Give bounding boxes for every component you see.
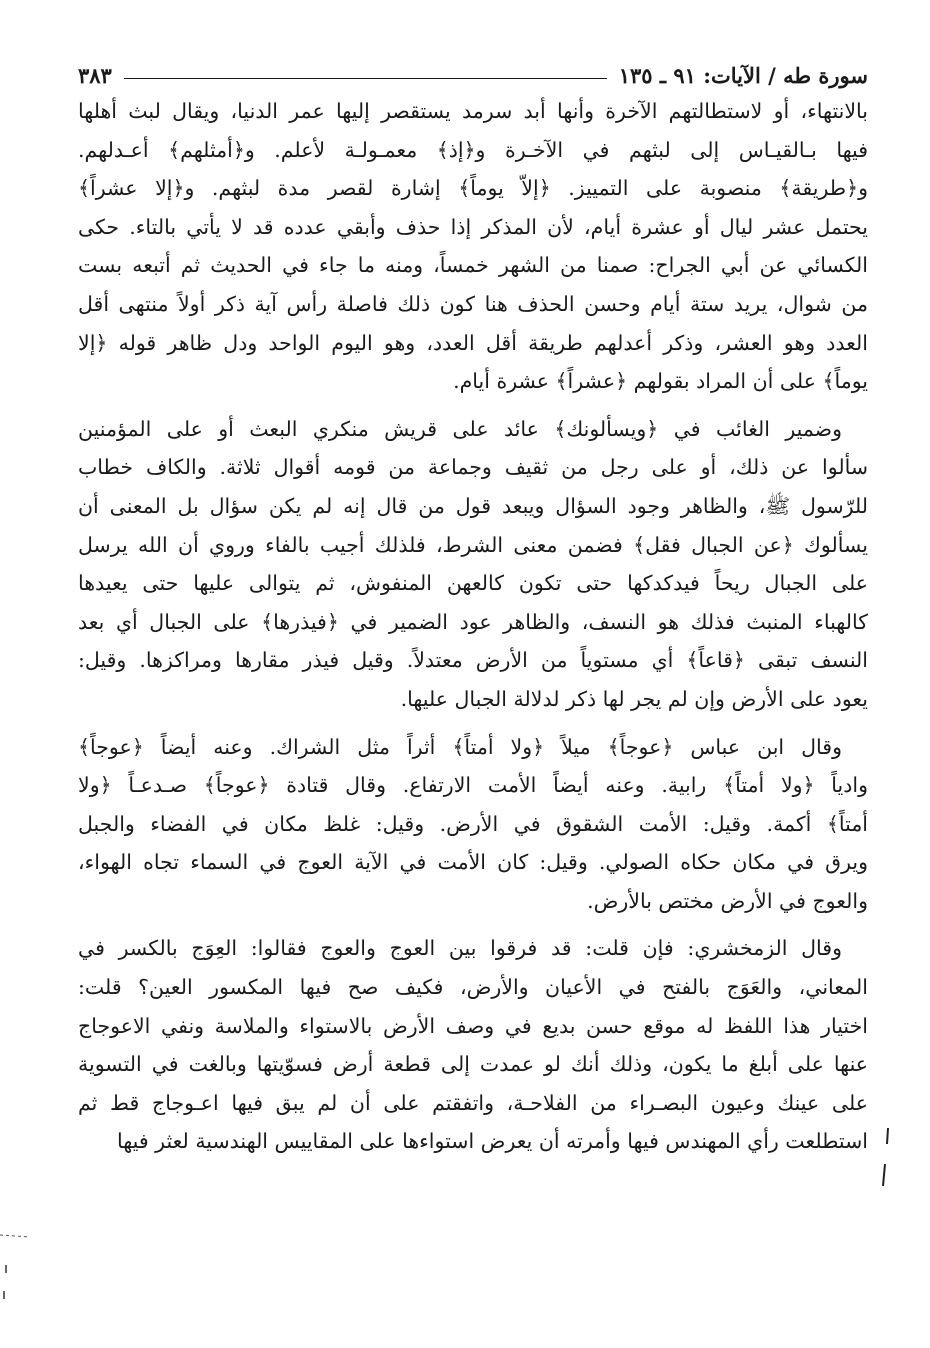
page-body: [78, 58, 868, 1161]
text-line: فيها بـالقيـاس إلى لبثهم في الآخـرة و﴿إذ﴾ معمـولـة لأعلم. و﴿أمثلهم﴾ أعـدلهم.: [78, 137, 868, 162]
page-number: ٣٨٣: [78, 62, 112, 88]
text-line: يحتمل عشر ليال أو عشرة أيام، لأن المذكر إذا حذف وأبقي عدده قد لا يأتي بالتاء. حكى: [78, 214, 868, 239]
header-rule: [124, 78, 607, 79]
margin-annotation-marks: [880, 1120, 894, 1200]
text-line: سألوا عن ذلك، أو على رجل من ثقيف وجماعة من قومه أقوال ثلاثة. والكاف خطاب: [78, 455, 868, 480]
text-line: كالهباء المنبث فذلك هو النسف، والظاهر عود الضمير في ﴿فيذرها﴾ على الجبال أي بعد: [78, 609, 868, 634]
text-line: استطلعت رأي المهندس فيها وأمرته أن يعرض استواءها على المقاييس الهندسية لعثر فيها: [116, 1129, 868, 1154]
scan-edge-artifact: [0, 1225, 34, 1315]
text-line: من شوال، يريد ستة أيام وحسن الحذف هنا كون ذلك فاصلة رأس آية ذكر أولاً منتهى أقل: [78, 291, 868, 316]
text-line: أمتاً﴾ أكمة. وقيل: الأمت الشقوق في الأرض. وقيل: غلظ مكان في الفضاء والجبل: [78, 811, 868, 836]
text-line: المعاني، والعَوَج بالفتح في الأعيان والأرض، فكيف صح فيها المكسور العين؟ قلت:: [78, 975, 868, 1000]
paragraph: [78, 410, 868, 719]
text-line: وقال الزمخشري: فإن قلت: قد فرقوا بين العوج والعوج فقالوا: العِوَج بالكسر في: [78, 936, 842, 961]
text-line: اختيار هذا اللفظ له موقع حسن بديع في وصف الأرض بالاستواء والملاسة ونفي الاعوجاج: [78, 1013, 868, 1038]
text-line: يوماً﴾ على أن المراد بقولهم ﴿عشراً﴾ عشرة أيام.: [453, 369, 868, 394]
text-line: يسألوك ﴿عن الجبال فقل﴾ فضمن معنى الشرط، فلذلك أجيب بالفاء وروي أن الله يرسل: [78, 532, 868, 557]
paragraph: [78, 728, 868, 921]
text-line: ويرق في مكان حكاه الصولي. وقيل: كان الأمت في الآية العوج في السماء تجاه الهواء،: [78, 850, 868, 875]
text-line: وادياً ﴿ولا أمتاً﴾ رابية. وعنه أيضاً الأمت الارتفاع. وقال قتادة ﴿عوجاً﴾ صـدعـاً ﴿ولا: [78, 773, 868, 798]
text-body: [78, 92, 868, 1161]
text-line: على عينك وعيون البصـراء من الفلاحـة، واتفقتم على أن لم يبق فيها اعـوجاج قط ثم: [78, 1090, 868, 1115]
text-line: للرّسول ﷺ، والظاهر وجود السؤال ويبعد قول من قال إنه لم يكن سؤال بل المعنى أن: [78, 493, 868, 518]
text-line: بالانتهاء، أو لاستطالتهم الآخرة وأنها أبد سرمد يستقصر إليها عمر الدنيا، ويقال لبث أهلها: [78, 99, 868, 123]
text-line: وقال ابن عباس ﴿عوجاً﴾ ميلاً ﴿ولا أمتاً﴾ أثراً مثل الشراك. وعنه أيضاً ﴿عوجاً﴾: [78, 734, 842, 759]
text-line: و﴿طريقة﴾ منصوبة على التمييز. ﴿إلاّ يوماً﴾ إشارة لقصر مدة لبثهم. و﴿إلا عشراً﴾: [78, 176, 868, 201]
text-line: عنها على أبلغ ما يكون، وذلك أنك لو عمدت إلى قطعة أرض فسوّيتها وبالغت في التسوية: [78, 1052, 868, 1077]
surah-title: سورة طه / الآيات: ٩١ ـ ١٣٥: [618, 62, 868, 88]
text-line: يعود على الأرض وإن لم يجر لها ذكر لدلالة الجبال عليها.: [400, 686, 868, 711]
text-line: والعوج في الأرض مختص بالأرض.: [587, 888, 868, 913]
text-line: الكسائي عن أبي الجراح: صمنا من الشهر خمساً، ومنه ما جاء في الحديث ثم أتبعه بست: [78, 253, 868, 278]
paragraph: [78, 92, 868, 401]
text-line: على الجبال ريحاً فيدكدكها حتى تكون كالعهن المنفوش، ثم يتوالى عليها حتى يعيدها: [78, 571, 868, 596]
text-line: النسف تبقى ﴿قاعاً﴾ أي مستوياً من الأرض معتدلاً. وقيل فيذر مقارها ومراكزها. وقيل:: [78, 648, 868, 673]
running-header: [78, 58, 868, 92]
paragraph: [78, 929, 868, 1161]
text-line: وضمير الغائب في ﴿ويسألونك﴾ عائد على قريش منكري البعث أو على المؤمنين: [78, 416, 842, 441]
text-line: العدد وهو العشر، وذكر أعدلهم طريقة أقل العدد، وهو اليوم الواحد ودل ظاهر قوله ﴿إلا: [78, 330, 868, 355]
